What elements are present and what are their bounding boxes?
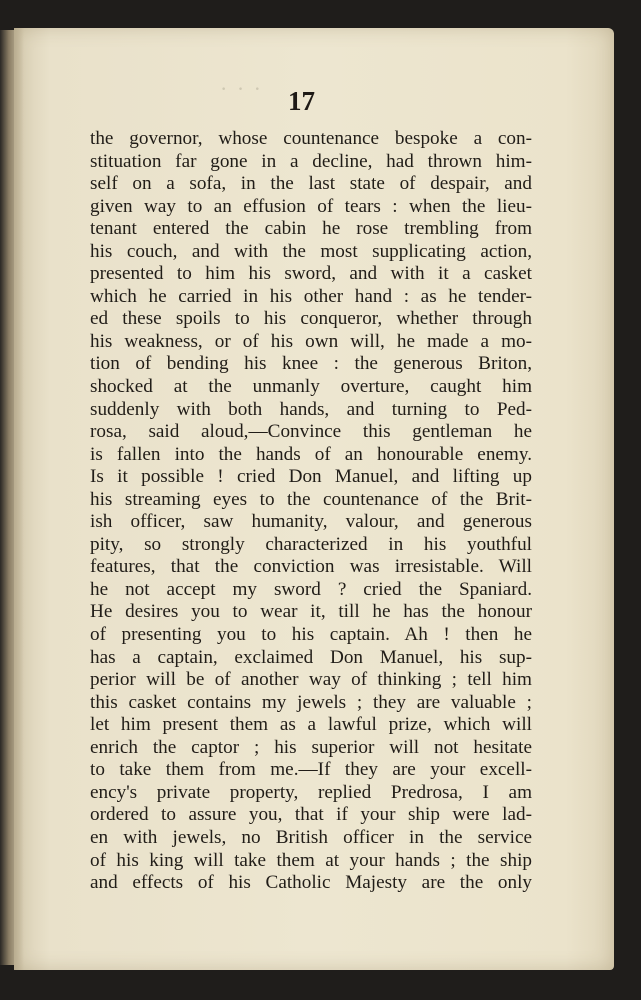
page-gutter-edge xyxy=(14,28,24,970)
text-line: is fallen into the hands of an honourable enemy. xyxy=(90,443,532,465)
text-line: and effects of his Catholic Majesty are the only xyxy=(90,872,532,894)
text-line: suddenly with both hands, and turning to Ped- xyxy=(90,398,532,420)
text-line: the governor, whose countenance bespoke a con- xyxy=(90,128,532,149)
text-line: of his king will take them at your hands ; the ship xyxy=(90,849,532,871)
bleed-through-mark: · · · xyxy=(220,76,263,101)
text-line: pity, so strongly characterized in his youthful xyxy=(90,533,532,555)
text-line: let him present them as a lawful prize, which will xyxy=(90,714,532,736)
text-line: ordered to assure you, that if your ship were lad- xyxy=(90,804,532,826)
page-body-text xyxy=(90,128,532,895)
text-line: features, that the conviction was irresistable. Will xyxy=(90,556,532,578)
text-line: which he carried in his other hand : as he tender- xyxy=(90,285,532,307)
text-line: ency's private property, replied Predrosa, I am xyxy=(90,781,532,803)
text-line: ed these spoils to his conqueror, whether through xyxy=(90,308,532,330)
text-line: ish officer, saw humanity, valour, and generous xyxy=(90,511,532,533)
text-line: He desires you to wear it, till he has the honour xyxy=(90,601,532,623)
text-line: his weakness, or of his own will, he made a mo- xyxy=(90,330,532,352)
text-line: to take them from me.—If they are your excell- xyxy=(90,759,532,781)
text-line: he not accept my sword ? cried the Spaniard. xyxy=(90,578,532,600)
text-line: his streaming eyes to the countenance of the Brit- xyxy=(90,488,532,510)
text-line: his couch, and with the most supplicating action, xyxy=(90,240,532,262)
page-number: 17 xyxy=(288,86,315,116)
text-line: presented to him his sword, and with it a casket xyxy=(90,263,532,285)
text-line: tenant entered the cabin he rose trembling from xyxy=(90,218,532,240)
text-line: has a captain, exclaimed Don Manuel, his sup- xyxy=(90,646,532,668)
text-line: of presenting you to his captain. Ah ! then he xyxy=(90,624,532,646)
text-line: self on a sofa, in the last state of despair, and xyxy=(90,173,532,195)
text-line: this casket contains my jewels ; they are valuable ; xyxy=(90,691,532,713)
text-line: enrich the captor ; his superior will not hesitate xyxy=(90,736,532,758)
text-line: rosa, said aloud,—Convince this gentleman he xyxy=(90,421,532,443)
text-line: stituation far gone in a decline, had thrown him- xyxy=(90,150,532,172)
text-line: tion of bending his knee : the generous Briton, xyxy=(90,353,532,375)
text-line: Is it possible ! cried Don Manuel, and lifting up xyxy=(90,466,532,488)
text-line: shocked at the unmanly overture, caught him xyxy=(90,376,532,398)
text-line: en with jewels, no British officer in the service xyxy=(90,826,532,848)
text-line: given way to an effusion of tears : when the lieu- xyxy=(90,195,532,217)
text-line: perior will be of another way of thinking ; tell him xyxy=(90,669,532,691)
